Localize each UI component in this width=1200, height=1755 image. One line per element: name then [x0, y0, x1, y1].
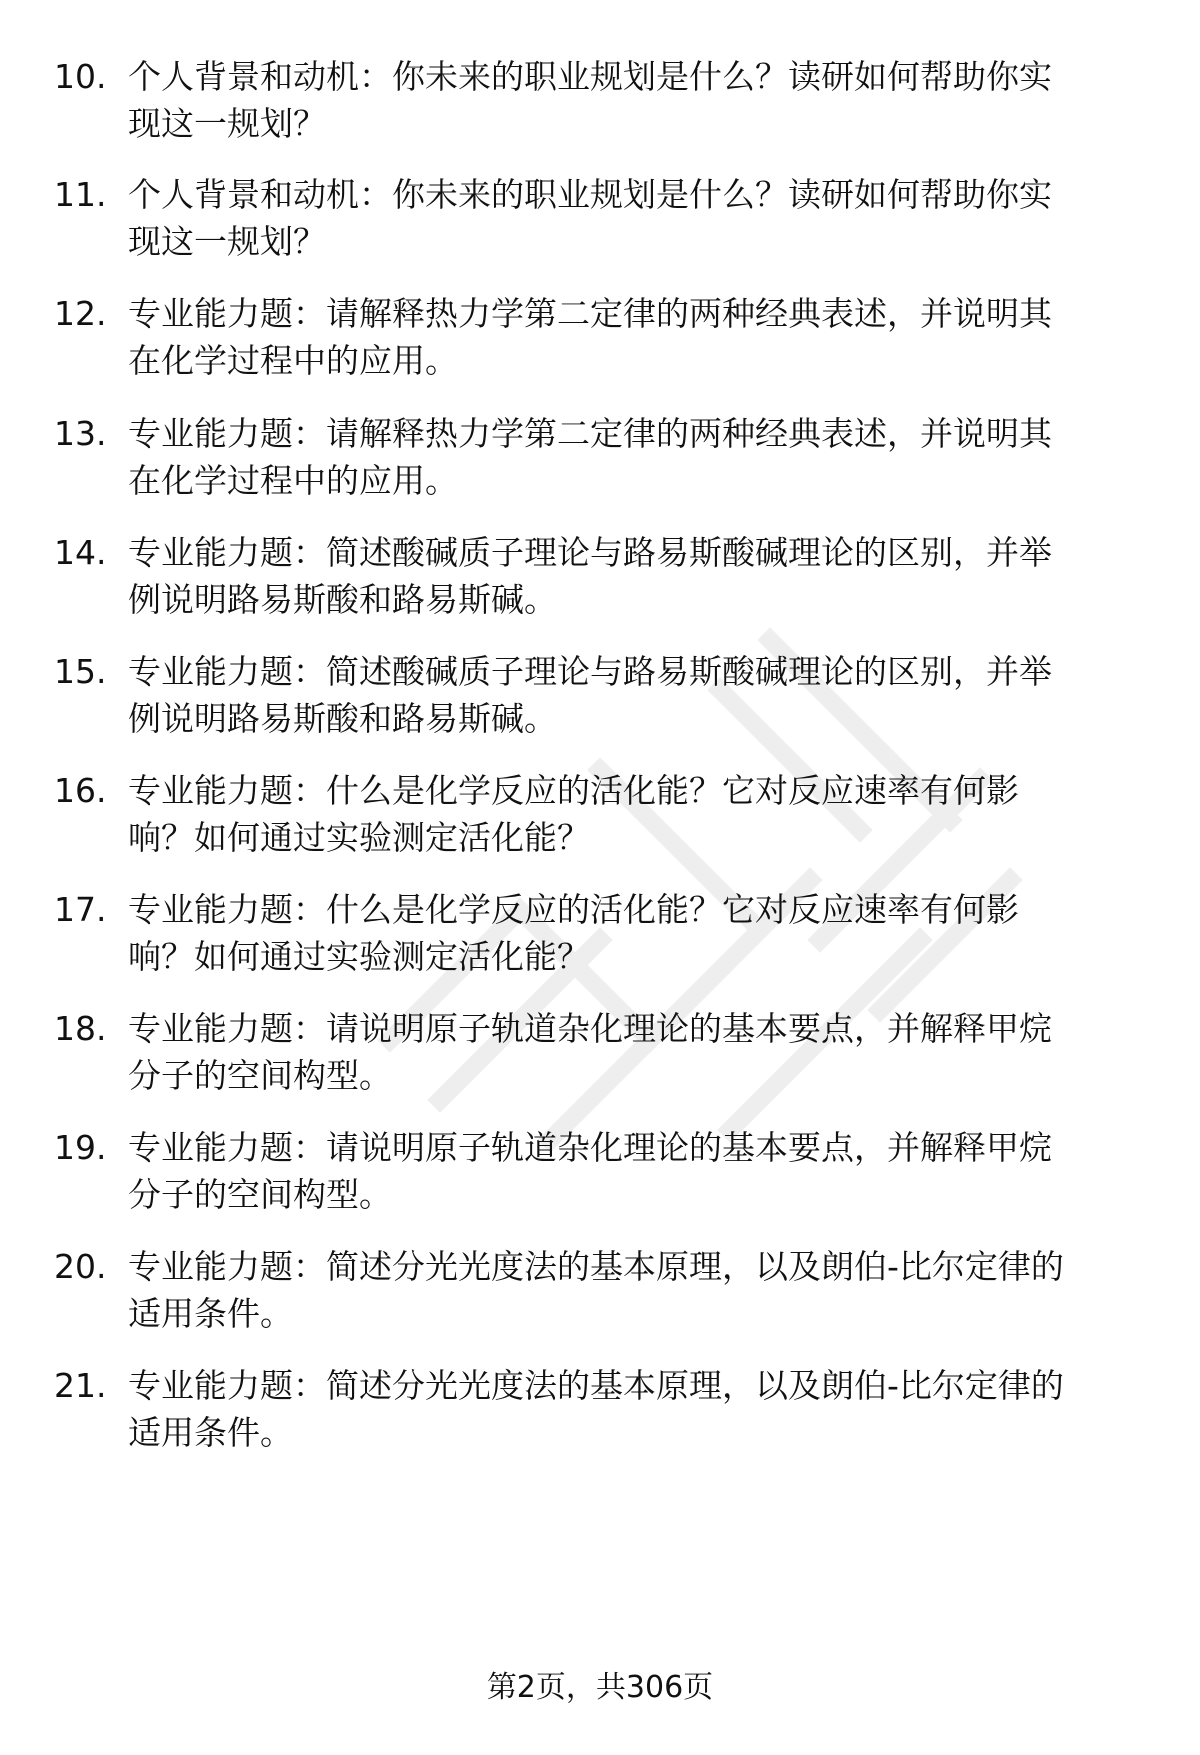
question-line-2: 响？如何通过实验测定活化能？	[128, 818, 590, 857]
question-line-2: 响？如何通过实验测定活化能？	[128, 937, 590, 976]
question-line-1: 专业能力题：简述酸碱质子理论与路易斯酸碱理论的区别，并举	[128, 533, 1052, 572]
question-item-14	[54, 529, 1164, 623]
question-item-11	[54, 171, 1164, 265]
question-number: 20.	[54, 1247, 107, 1286]
question-text	[128, 1124, 1158, 1218]
question-line-1: 专业能力题：请说明原子轨道杂化理论的基本要点，并解释甲烷	[128, 1009, 1052, 1048]
question-number: 16.	[54, 771, 107, 810]
question-item-16	[54, 767, 1164, 861]
question-item-13	[54, 410, 1164, 504]
question-line-2: 现这一规划？	[128, 104, 326, 143]
question-item-17	[54, 886, 1164, 980]
question-text	[128, 1005, 1158, 1099]
question-item-18	[54, 1005, 1164, 1099]
question-number: 10.	[54, 57, 107, 96]
question-text	[128, 1362, 1158, 1456]
question-text	[128, 171, 1158, 265]
question-text	[128, 410, 1158, 504]
question-line-1: 个人背景和动机：你未来的职业规划是什么？读研如何帮助你实	[128, 57, 1052, 96]
question-number: 11.	[54, 175, 107, 214]
question-line-1: 个人背景和动机：你未来的职业规划是什么？读研如何帮助你实	[128, 175, 1052, 214]
question-line-2: 分子的空间构型。	[128, 1056, 392, 1095]
question-text	[128, 53, 1158, 147]
question-item-19	[54, 1124, 1164, 1218]
question-item-12	[54, 290, 1164, 384]
question-number: 14.	[54, 533, 107, 572]
question-line-1: 专业能力题：什么是化学反应的活化能？它对反应速率有何影	[128, 890, 1019, 929]
question-item-15	[54, 648, 1164, 742]
question-item-10	[54, 53, 1164, 147]
question-number: 18.	[54, 1009, 107, 1048]
question-line-1: 专业能力题：简述分光光度法的基本原理，以及朗伯-比尔定律的	[128, 1247, 1064, 1286]
question-line-1: 专业能力题：请解释热力学第二定律的两种经典表述，并说明其	[128, 294, 1052, 333]
question-text	[128, 290, 1158, 384]
question-line-2: 现这一规划？	[128, 222, 326, 261]
question-line-1: 专业能力题：请解释热力学第二定律的两种经典表述，并说明其	[128, 414, 1052, 453]
question-line-2: 适用条件。	[128, 1413, 293, 1452]
question-line-1: 专业能力题：请说明原子轨道杂化理论的基本要点，并解释甲烷	[128, 1128, 1052, 1167]
question-text	[128, 1243, 1158, 1337]
question-line-2: 在化学过程中的应用。	[128, 341, 458, 380]
question-number: 17.	[54, 890, 107, 929]
question-line-2: 例说明路易斯酸和路易斯碱。	[128, 699, 557, 738]
question-number: 12.	[54, 294, 107, 333]
page-number-footer: 第2页，共306页	[486, 1670, 714, 1705]
question-number: 19.	[54, 1128, 107, 1167]
question-item-21	[54, 1362, 1164, 1456]
question-number: 21.	[54, 1366, 107, 1405]
question-number: 15.	[54, 652, 107, 691]
question-line-1: 专业能力题：什么是化学反应的活化能？它对反应速率有何影	[128, 771, 1019, 810]
question-line-2: 分子的空间构型。	[128, 1175, 392, 1214]
question-text	[128, 767, 1158, 861]
question-text	[128, 648, 1158, 742]
question-line-1: 专业能力题：简述分光光度法的基本原理，以及朗伯-比尔定律的	[128, 1366, 1064, 1405]
question-line-2: 例说明路易斯酸和路易斯碱。	[128, 580, 557, 619]
question-text	[128, 886, 1158, 980]
question-line-1: 专业能力题：简述酸碱质子理论与路易斯酸碱理论的区别，并举	[128, 652, 1052, 691]
question-text	[128, 529, 1158, 623]
question-line-2: 在化学过程中的应用。	[128, 461, 458, 500]
question-line-2: 适用条件。	[128, 1294, 293, 1333]
question-number: 13.	[54, 414, 107, 453]
question-item-20	[54, 1243, 1164, 1337]
